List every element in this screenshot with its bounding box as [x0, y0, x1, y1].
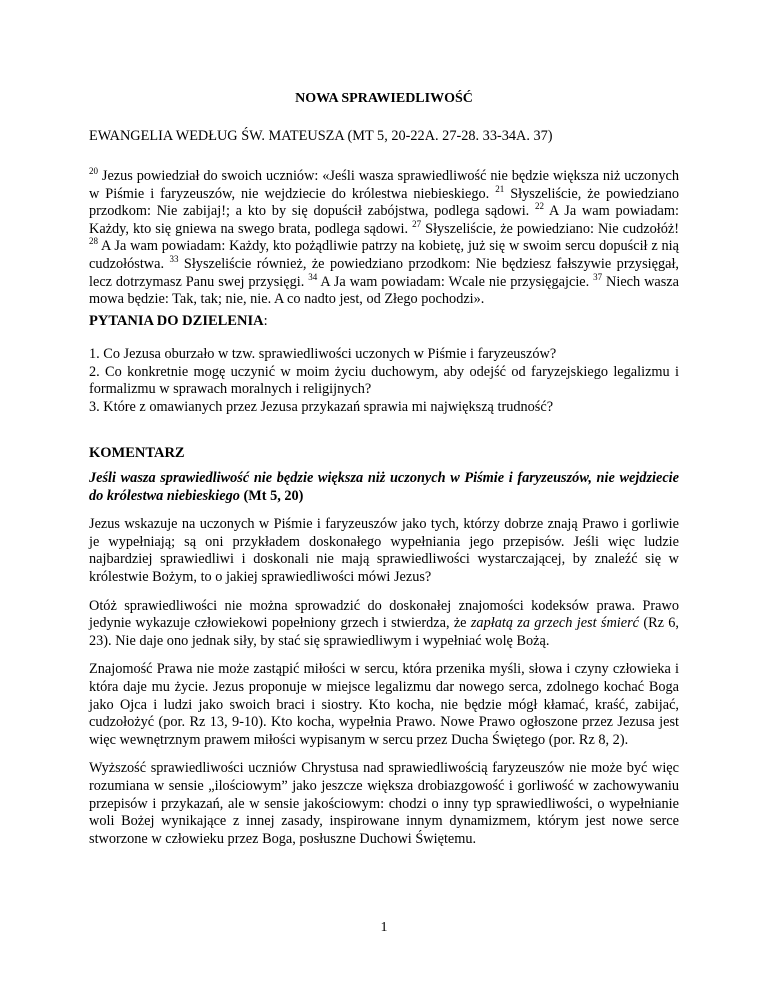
- question-item: 1. Co Jezusa oburzało w tzw. sprawiedliwości uczonych w Piśmie i faryzeuszów?: [89, 346, 557, 362]
- questions-list: [89, 346, 679, 416]
- verse-number: 22: [535, 201, 544, 212]
- verse-text: Słyszeliście, że powiedziano: Nie cudzołóż!: [421, 220, 679, 237]
- commentary-lead: [89, 470, 679, 505]
- verse-number: 37: [593, 271, 603, 282]
- commentary-paragraph: Znajomość Prawa nie może zastąpić miłości w sercu, która przenika myśli, słowa i czyny człowieka i która daje mu życie. Jezus proponuje w miejsce legalizmu dar nowego serca, zdolnego kochać Boga jako Ojca i ludzi jako swoich braci i siostry. Kto kocha, nie będzie mógł kłamać, kraść, zabijać, cudzołożyć (por. Rz 13, 9-10). Kto kocha, wypełnia Prawo. Nowe Prawo ogłoszone przez Jezusa jest więc wewnętrznym prawem miłości wypisanym w sercu przez Ducha Świętego (por. Rz 8, 2).: [89, 661, 679, 748]
- lead-reference: (Mt 5, 20): [239, 487, 304, 504]
- document-title: NOWA SPRAWIEDLIWOŚĆ: [295, 91, 473, 106]
- verse-number: 33: [169, 253, 179, 264]
- verse-number: 20: [89, 166, 98, 176]
- verse-number: 21: [495, 183, 505, 194]
- gospel-reference: EWANGELIA WEDŁUG ŚW. MATEUSZA (MT 5, 20-22A. 27-28. 33-34A. 37): [89, 128, 553, 144]
- question-item: 2. Co konkretnie mogę uczynić w moim życiu duchowym, aby odejść od faryzejskiego legalizmu i formalizmu w sprawach moralnych i religijnych?: [89, 363, 679, 398]
- commentary-paragraph: Wyższość sprawiedliwości uczniów Chrystusa nad sprawiedliwością faryzeuszów nie może być więc rozumiana w sensie „ilościowym” jako jeszcze większa drobiazgowość i gorliwość w zachowywaniu przepisów i przykazań, ale w sensie jakościowym: chodzi o inny typ sprawiedliwości, o wypełnianie woli Bożej wynikające z innej zasady, inspirowane innym dynamizmem, którym jest nowe serce stworzone w człowieku przez Boga, posłuszne Duchowi Świętemu.: [89, 760, 679, 847]
- verse-text: A Ja wam powiadam: Wcale nie przysięgajcie.: [317, 273, 594, 290]
- questions-heading: [89, 313, 268, 331]
- verse-text: Słyszeliście, że powiedziano przodkom: Nie zabijaj!; a kto by się dopuścił zabójstwa, podlega sądowi.: [89, 185, 679, 220]
- commentary-paragraph: [89, 598, 679, 651]
- verse-number: 27: [412, 218, 422, 229]
- verse-text: Niech wasza mowa będzie: Tak, tak; nie, nie. A co nadto jest, od Złego pochodzi».: [89, 273, 679, 308]
- lead-quote: Jeśli wasza sprawiedliwość nie będzie większa niż uczonych w Piśmie i faryzeuszów, nie wejdziecie do królestwa niebieskiego: [89, 470, 679, 504]
- verse-number: 34: [308, 271, 318, 282]
- verse-text: A Ja wam powiadam: Każdy, kto się gniewa na swego brata, podlega sądowi.: [89, 203, 679, 237]
- page-number: 1: [380, 920, 388, 935]
- question-item: 3. Które z omawianych przez Jezusa przykazań sprawia mi największą trudność?: [89, 398, 554, 415]
- verse-text: A Ja wam powiadam: Każdy, kto pożądliwie patrzy na kobietę, już się w swoim sercu dopuścił z nią cudzołóstwa.: [89, 238, 679, 272]
- comment-heading: KOMENTARZ: [89, 445, 185, 461]
- italic-quote: zapłatą za grzech jest śmierć: [470, 615, 640, 632]
- verse-text: Słyszeliście również, że powiedziano przodkom: Nie będziesz fałszywie przysięgał, lecz dotrzymasz Panu swej przysięgi.: [89, 255, 679, 290]
- verse-number: 28: [89, 236, 98, 247]
- scripture-passage: [89, 168, 679, 309]
- commentary: [89, 470, 679, 859]
- verse-text: Jezus powiedział do swoich uczniów: «Jeśli wasza sprawiedliwość nie będzie większa niż uczonych w Piśmie i faryzeuszów, nie wejdziecie do królestwa niebieskiego.: [89, 168, 679, 202]
- questions-heading-text: PYTANIA DO DZIELENIA: [89, 313, 264, 329]
- paragraph-text: (Rz 6, 23). Nie daje ono jednak siły, by stać się sprawiedliwym i wypełniać wolę Bożą.: [89, 615, 680, 649]
- commentary-paragraph: Jezus wskazuje na uczonych w Piśmie i faryzeuszów jako tych, którzy dobrze znają Prawo i gorliwie je wypełniają; są oni przykładem doskonałego wypełniania jego przepisów. Jeśli więc ludzie najbardziej sprawiedliwi i doskonali nie mają sprawiedliwości wystarczającej, by znaleźć się w królestwie Bożym, to o jakiej sprawiedliwości mówi Jezus?: [89, 516, 679, 585]
- paragraph-text: Otóż sprawiedliwości nie można sprowadzić do doskonałej znajomości kodeksów prawa. Prawo jedynie wykazuje człowiekowi popełniony grzech i stwierdza, że: [89, 597, 679, 632]
- questions-heading-colon: :: [263, 313, 268, 329]
